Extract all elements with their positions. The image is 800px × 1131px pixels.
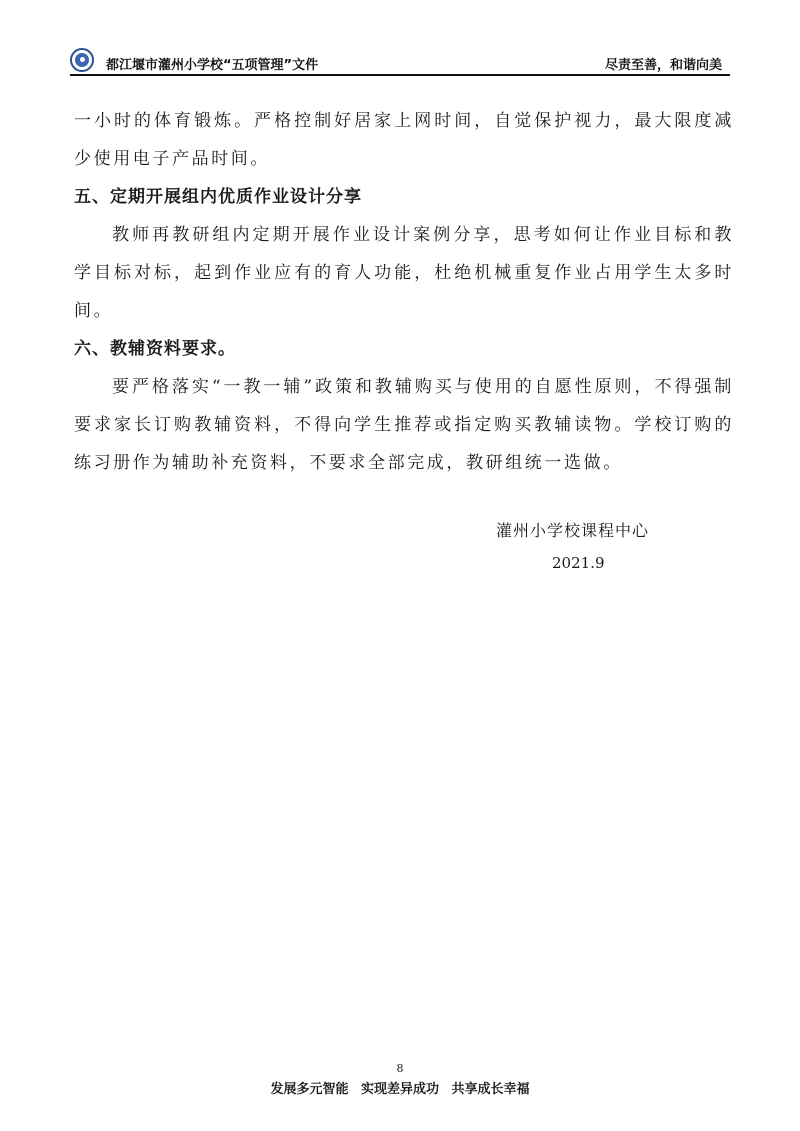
document-body — [74, 102, 734, 482]
signature-organization: 灌州小学校课程中心 — [496, 521, 650, 540]
section-heading-5: 五、定期开展组内优质作业设计分享 — [74, 187, 362, 207]
paragraph-section-5: 教师再教研组内定期开展作业设计案例分享，思考如何让作业目标和教学目标对标，起到作业应有的育人功能，杜绝机械重复作业占用学生太多时间。 — [74, 225, 734, 321]
header-motto: 尽责至善，和谐向美 — [604, 58, 722, 73]
signature-date: 2021.9 — [552, 554, 605, 572]
school-logo-icon — [70, 48, 94, 72]
footer-slogan: 发展多元智能 实现差异成功 共享成长幸福 — [270, 1082, 530, 1097]
header-divider — [70, 74, 730, 76]
paragraph-section-6: 要严格落实“一教一辅”政策和教辅购买与使用的自愿性原则，不得强制要求家长订购教辅资料，不得向学生推荐或指定购买教辅读物。学校订购的练习册作为辅助补充资料，不要求全部完成，教研组统一选做。 — [74, 377, 734, 473]
section-heading-6: 六、教辅资料要求。 — [74, 339, 236, 359]
page-number: 8 — [396, 1062, 404, 1075]
paragraph-continuation: 一小时的体育锻炼。严格控制好居家上网时间，自觉保护视力，最大限度减少使用电子产品时间。 — [74, 111, 734, 169]
header-document-title: 都江堰市灌州小学校“五项管理”文件 — [106, 58, 319, 73]
